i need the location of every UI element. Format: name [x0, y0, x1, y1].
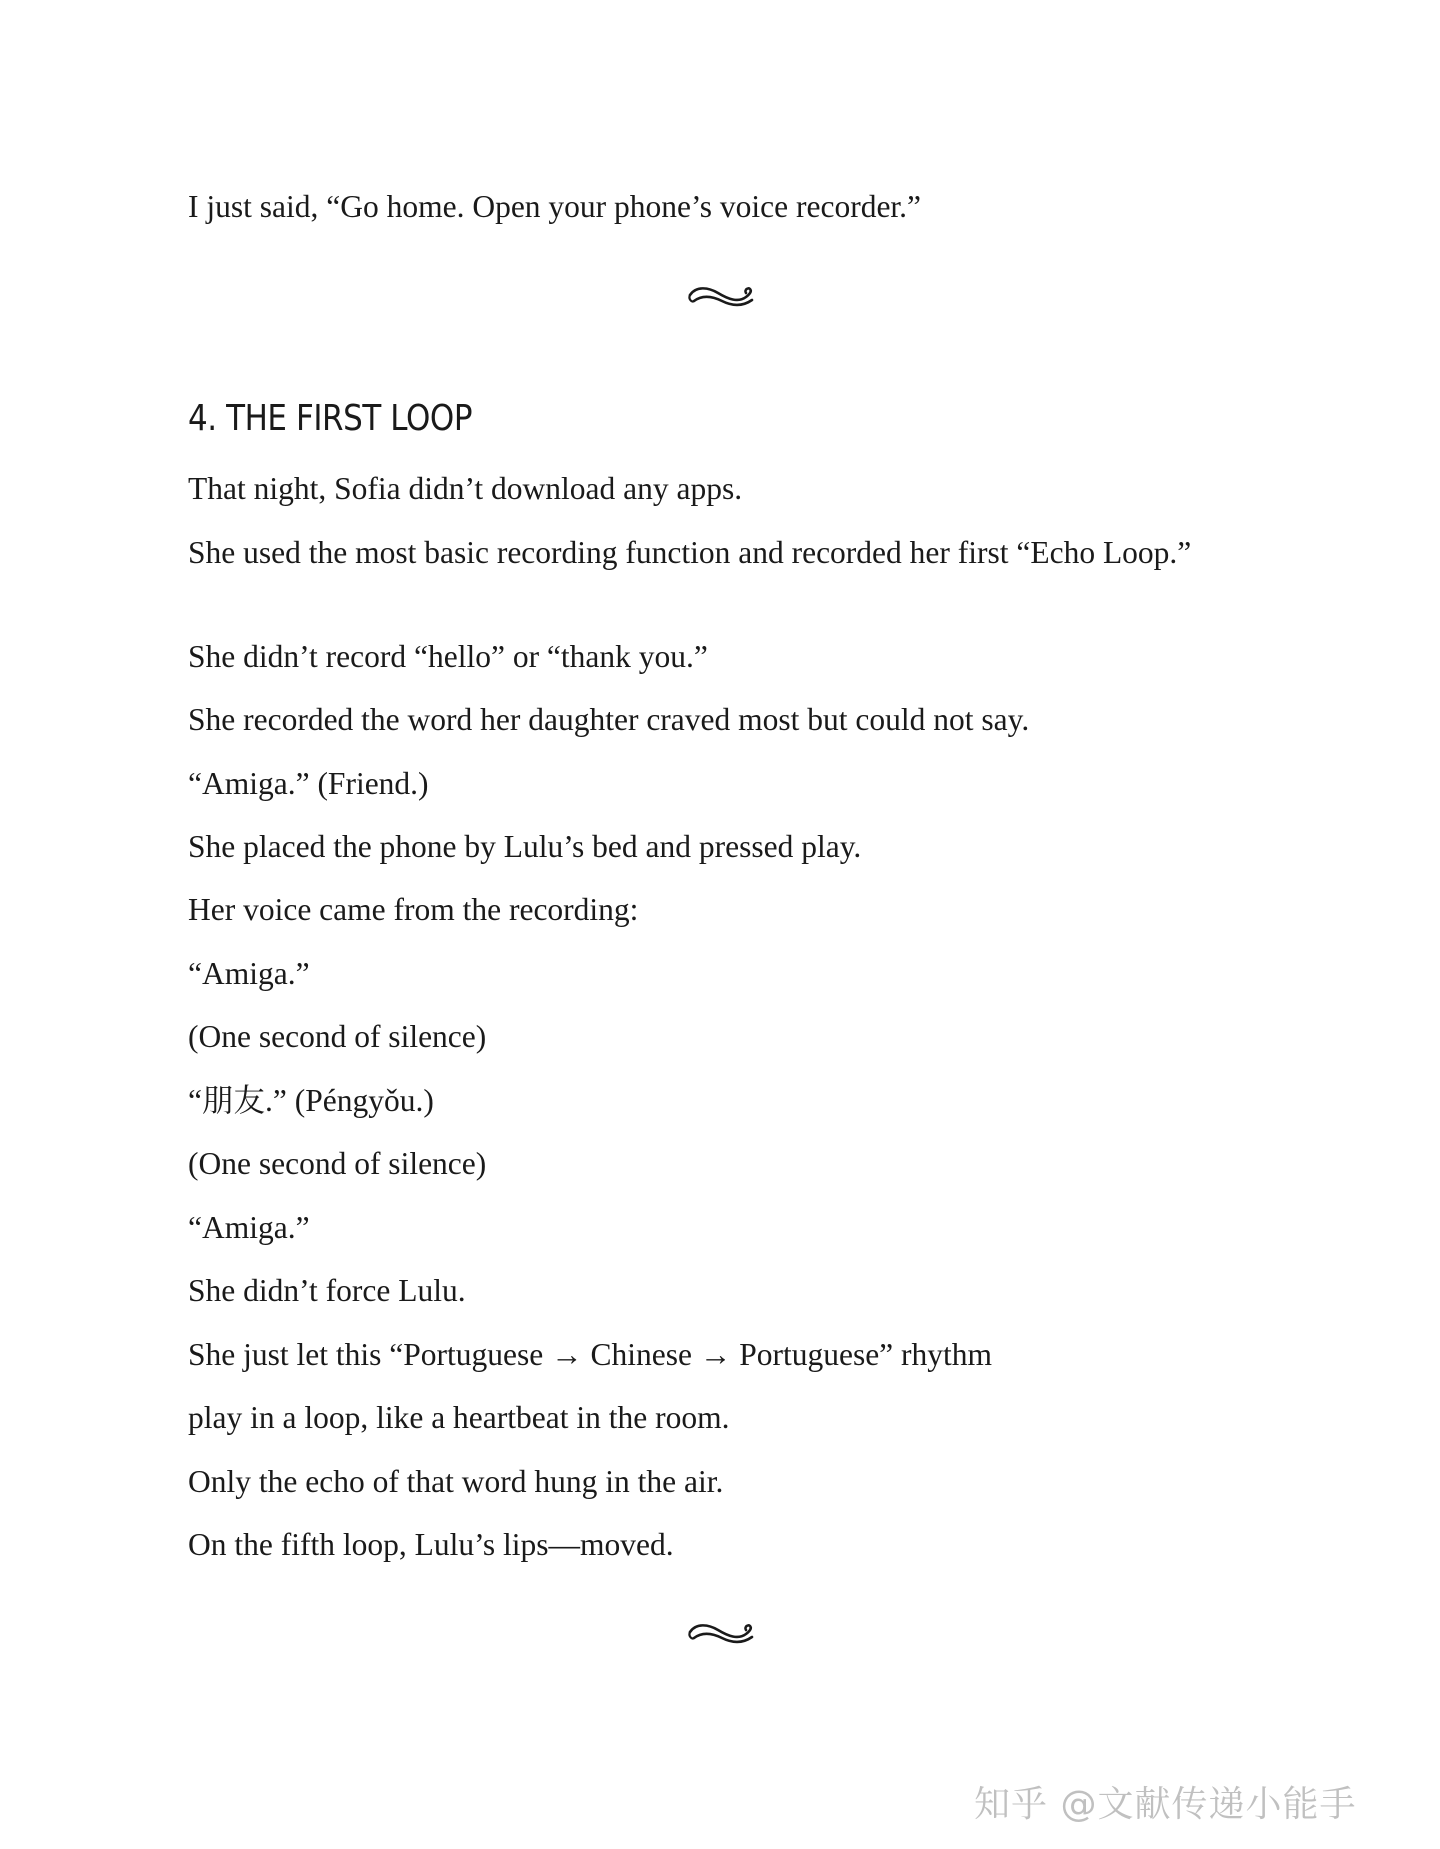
- paragraph: She recorded the word her daughter craved most but could not say.: [188, 702, 1030, 737]
- section-heading: 4. THE FIRST LOOP: [188, 398, 473, 439]
- paragraph: “Amiga.”: [188, 956, 310, 991]
- paragraph: “Amiga.”: [188, 1210, 310, 1245]
- paragraph: “Amiga.” (Friend.): [188, 766, 429, 801]
- paragraph: (One second of silence): [188, 1019, 487, 1054]
- paragraph: She used the most basic recording function and recorded her first “Echo Loop.”: [188, 535, 1192, 570]
- swash-divider-icon: [686, 283, 756, 311]
- intro-line: I just said, “Go home. Open your phone’s voice recorder.”: [188, 189, 922, 224]
- paragraph: On the fifth loop, Lulu’s lips—moved.: [188, 1527, 674, 1562]
- paragraph: She didn’t record “hello” or “thank you.”: [188, 639, 708, 674]
- paragraph: (One second of silence): [188, 1146, 487, 1181]
- paragraph: She just let this “Portuguese → Chinese → Portuguese” rhythm: [188, 1337, 993, 1372]
- watermark: 知乎 @文献传递小能手: [974, 1784, 1357, 1825]
- paragraph: Only the echo of that word hung in the air.: [188, 1464, 724, 1499]
- paragraph: She didn’t force Lulu.: [188, 1273, 466, 1308]
- paragraph: play in a loop, like a heartbeat in the room.: [188, 1400, 730, 1435]
- paragraph: That night, Sofia didn’t download any apps.: [188, 471, 743, 506]
- paragraph: Her voice came from the recording:: [188, 892, 639, 927]
- paragraph: She placed the phone by Lulu’s bed and pressed play.: [188, 829, 862, 864]
- swash-divider-icon: [686, 1620, 756, 1648]
- paragraph: “朋友.” (Péngyǒu.): [188, 1083, 434, 1118]
